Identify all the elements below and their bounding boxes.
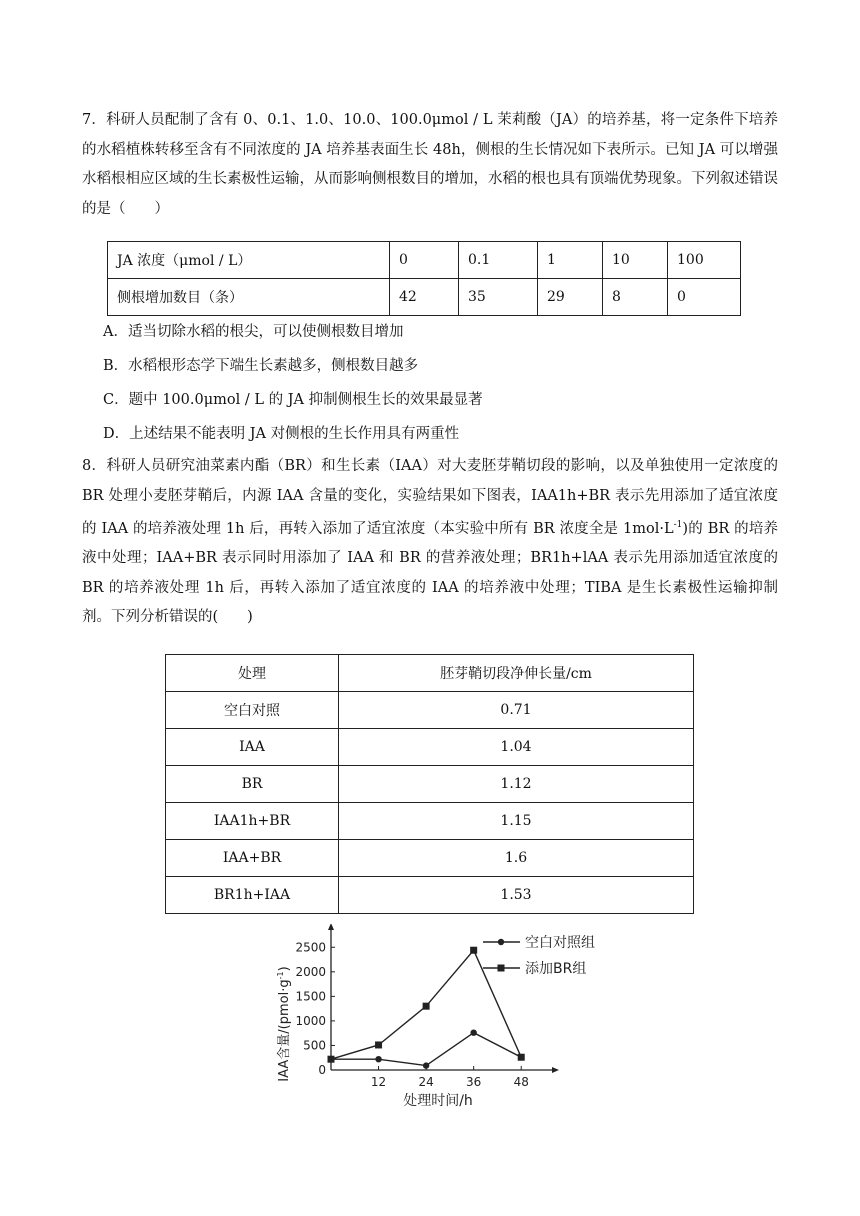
y-tick-label: 1000 (295, 1013, 326, 1028)
table-cell: 0 (390, 242, 459, 279)
q7-option-b: B．水稻根形态学下端生长素越多，侧根数目越多 (103, 358, 419, 374)
q8-stem (82, 452, 778, 633)
br-table (165, 654, 694, 914)
y-axis-label: IAA含量$/(pmol\cdot g^{-1})$ (276, 966, 292, 1082)
q7-option-d: D．上述结果不能表明 JA 对侧根的生长作用具有两重性 (103, 426, 460, 442)
table-cell: 1.6 (339, 840, 694, 877)
table-row (108, 279, 741, 316)
data-point (423, 1062, 429, 1068)
table-row (166, 803, 694, 840)
table-cell: IAA1h+BR (166, 803, 339, 840)
legend-marker (498, 939, 504, 945)
x-tick-label: 12 (370, 1075, 387, 1089)
data-point (470, 1029, 476, 1035)
x-tick-label: 48 (513, 1075, 529, 1089)
table-row (166, 766, 694, 803)
data-point (375, 1056, 381, 1062)
y-tick-label: 0 (318, 1063, 326, 1077)
table-row (166, 692, 694, 729)
x-axis-label: 处理时间/h (403, 1093, 473, 1109)
q8-stem-sup: -1 (673, 520, 683, 530)
table-cell: 42 (390, 279, 459, 316)
table-cell: 1.04 (339, 729, 694, 766)
table-header: 处理 (166, 655, 339, 692)
y-axis-arrow (328, 924, 334, 930)
legend-label: 空白对照组 (525, 935, 595, 951)
table-row (166, 729, 694, 766)
q7-option-c: C．题中 100.0μmol / L 的 JA 抑制侧根生长的效果最显著 (103, 392, 483, 408)
data-point (518, 1054, 525, 1061)
table-cell: 1 (538, 242, 603, 279)
table-cell: 35 (459, 279, 538, 316)
table-cell: 29 (538, 279, 603, 316)
legend-marker (498, 965, 505, 972)
table-cell: 0 (668, 279, 741, 316)
q8-stem-part-a: 8．科研人员研究油菜素内酯（BR）和生长素（IAA）对大麦胚芽鞘切段的影响，以及单独使用一定浓度的 BR 处理小麦胚芽鞘后，内源 IAA 含量的变化，实验结果如下图表，IAA1h+BR 表示先用添加了适宜浓度的 IAA 的培养液处理 1h 后，再转入添加了适宜浓度（本实验中所有 BR 浓度全是 1mol·L (82, 458, 778, 537)
table-cell: IAA (166, 729, 339, 766)
table-cell: 1.53 (339, 877, 694, 914)
data-point (470, 947, 477, 954)
q8-stem-part-b: )的 BR 的培养液中处理；IAA+BR 表示同时用添加了 IAA 和 BR 的营养液处理；BR1h+lAA 表示先用添加适宜浓度的 BR 的培养液处理 1h 后，再转入添加了适宜浓度的 IAA 的培养液中处理；TIBA 是生长素极性运输抑制剂。下列分析错误的( ) (82, 520, 779, 626)
series-line-1 (331, 1033, 521, 1066)
y-tick-label: 500 (303, 1038, 326, 1053)
table-cell: 空白对照 (166, 692, 339, 729)
table-cell: 1.12 (339, 766, 694, 803)
data-point (423, 1003, 430, 1010)
table-cell: 100 (668, 242, 741, 279)
iaa-line-chart (268, 924, 598, 1114)
data-point (328, 1056, 335, 1063)
table-header: 胚芽鞘切段净伸长量/cm (339, 655, 694, 692)
table-cell: 0.71 (339, 692, 694, 729)
table-cell: BR (166, 766, 339, 803)
chart-legend (483, 934, 595, 977)
ja-row2-label: 侧根增加数目（条） (108, 279, 390, 316)
y-tick-label: 2500 (295, 940, 326, 955)
table-cell: IAA+BR (166, 840, 339, 877)
table-cell: 1.15 (339, 803, 694, 840)
table-row (166, 877, 694, 914)
x-tick-label: 24 (418, 1075, 434, 1089)
table-cell: BR1h+IAA (166, 877, 339, 914)
x-axis-arrow (552, 1067, 559, 1073)
y-tick-label: 2000 (295, 964, 326, 979)
table-cell: 10 (603, 242, 668, 279)
data-point (375, 1041, 382, 1048)
ja-row1-label: JA 浓度（μmol / L） (108, 242, 390, 279)
q7-option-a: A．适当切除水稻的根尖，可以使侧根数目增加 (103, 324, 404, 340)
chart-series (328, 947, 525, 1069)
legend-label: 添加BR组 (525, 961, 587, 977)
ja-table (107, 241, 741, 316)
q7-stem: 7．科研人员配制了含有 0、0.1、1.0、10.0、100.0μmol / L 茉莉酸（JA）的培养基，将一定条件下培养的水稻植株转移至含有不同浓度的 JA 培养基表面生长 48h，侧根的生长情况如下表所示。已知 JA 可以增强水稻根相应区域的生长素极性运输，从而影响侧根数目的增加，水稻的根也具有顶端优势现象。下列叙述错误的是（ ） (82, 112, 778, 217)
table-cell: 0.1 (459, 242, 538, 279)
y-tick-label: 1500 (295, 989, 326, 1004)
table-cell: 8 (603, 279, 668, 316)
table-row (108, 242, 741, 279)
x-tick-label: 36 (466, 1075, 482, 1089)
table-row (166, 840, 694, 877)
table-row (166, 655, 694, 692)
